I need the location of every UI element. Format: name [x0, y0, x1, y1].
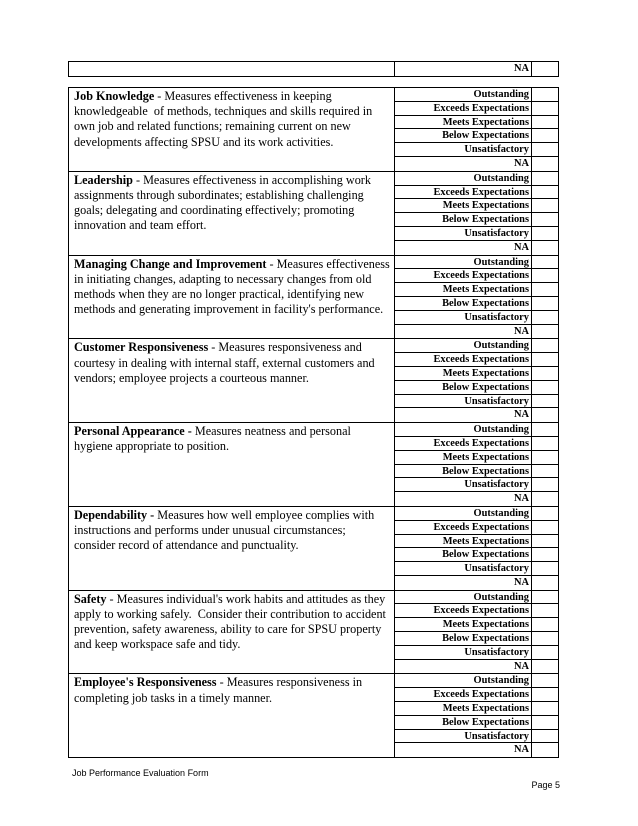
rating-label: Outstanding	[395, 339, 531, 353]
rating-checkbox[interactable]	[532, 702, 558, 716]
rating-checkbox[interactable]	[532, 172, 558, 186]
rating-checkbox[interactable]	[532, 618, 558, 632]
criterion-title: Safety	[74, 591, 107, 606]
rating-label: NA	[513, 576, 529, 588]
rating-label: Unsatisfactory	[395, 395, 531, 409]
criterion-description	[69, 171, 395, 255]
rating-checkboxes	[532, 88, 559, 172]
rating-label: Below Expectations	[395, 716, 531, 730]
criterion-title: Customer Responsiveness	[74, 340, 209, 355]
rating-label: Unsatisfactory	[395, 227, 531, 241]
rating-checkbox[interactable]	[532, 325, 558, 339]
rating-label: NA	[513, 241, 529, 253]
criterion-row	[69, 506, 559, 590]
criterion-title: Personal Appearance -	[74, 424, 192, 439]
rating-checkbox[interactable]	[532, 395, 558, 409]
rating-checkbox[interactable]	[532, 311, 558, 325]
rating-checkbox[interactable]	[532, 632, 558, 646]
rating-label: Below Expectations	[395, 465, 531, 479]
rating-checkbox[interactable]	[532, 408, 558, 422]
rating-label: Meets Expectations	[395, 535, 531, 549]
criterion-separator: -	[154, 89, 165, 103]
rating-label-na: NA	[513, 63, 529, 74]
rating-label: Exceeds Expectations	[395, 437, 531, 451]
footer-page-number: Page 5	[531, 780, 560, 790]
rating-label: Meets Expectations	[395, 283, 531, 297]
rating-label: Meets Expectations	[395, 451, 531, 465]
rating-checkbox[interactable]	[532, 521, 558, 535]
criterion-text: Measures effectiveness in accomplishing work assignments through subordinates; establishing challenging goals; delegating and coordinating effectively; promoting innovation and team effort.	[74, 172, 378, 233]
rating-checkbox[interactable]	[532, 743, 558, 757]
rating-checkbox[interactable]	[532, 423, 558, 437]
rating-label: Below Expectations	[395, 381, 531, 395]
criterion-text: Measures how well employee complies with instructions and performs under unusual circumstances; consider record of attendance and punctuality.	[74, 507, 378, 553]
rating-label: NA	[513, 409, 529, 421]
rating-checkbox[interactable]	[532, 213, 558, 227]
rating-label: Below Expectations	[395, 548, 531, 562]
rating-labels	[395, 88, 532, 172]
criterion-description	[69, 255, 395, 339]
rating-checkbox[interactable]	[532, 562, 558, 576]
rating-checkbox[interactable]	[532, 227, 558, 241]
rating-checkbox[interactable]	[532, 339, 558, 353]
rating-label: Exceeds Expectations	[395, 269, 531, 283]
criterion-text: Measures responsiveness and courtesy in dealing with internal staff, external customers and vendors; employee projects a courteous manner.	[74, 340, 378, 385]
criterion-separator: -	[216, 675, 227, 690]
criterion-separator: -	[106, 591, 117, 606]
rating-label: Unsatisfactory	[395, 478, 531, 492]
rating-checkbox[interactable]	[532, 591, 558, 605]
rating-checkbox[interactable]	[532, 674, 558, 688]
criterion-separator: -	[266, 256, 277, 271]
rating-label: Outstanding	[395, 674, 531, 688]
rating-label: NA	[513, 660, 529, 672]
rating-label: Exceeds Expectations	[395, 102, 531, 116]
rating-checkbox[interactable]	[532, 102, 558, 116]
rating-label: Outstanding	[395, 591, 531, 605]
rating-checkboxes	[532, 171, 559, 255]
criterion-text: Measures effectiveness in initiating changes, adapting to necessary changes from old methods when they are no longer practical, identifying new methods and generating improvement in facility's performance.	[74, 256, 393, 317]
rating-label: Meets Expectations	[395, 116, 531, 130]
criterion-title: Job Knowledge	[74, 89, 155, 103]
rating-label: Exceeds Expectations	[395, 688, 531, 702]
rating-labels	[395, 255, 532, 339]
criterion-row	[69, 590, 559, 674]
rating-checkbox[interactable]	[532, 451, 558, 465]
criterion-separator: -	[132, 172, 144, 187]
criterion-description	[69, 506, 395, 590]
rating-checkbox[interactable]	[532, 465, 558, 479]
rating-checkbox[interactable]	[532, 241, 558, 255]
rating-label: Unsatisfactory	[395, 730, 531, 744]
criterion-description	[69, 590, 395, 674]
rating-label: Unsatisfactory	[395, 311, 531, 325]
rating-checkbox[interactable]	[532, 716, 558, 730]
rating-label: Outstanding	[395, 256, 531, 270]
rating-checkbox[interactable]	[532, 116, 558, 130]
criterion-text: Measures neatness and personal hygiene appropriate to position.	[74, 424, 354, 454]
criterion-description	[69, 339, 395, 423]
rating-checkbox[interactable]	[532, 157, 558, 171]
rating-checkbox[interactable]	[532, 367, 558, 381]
footer-form-name: Job Performance Evaluation Form	[72, 768, 209, 778]
rating-checkbox[interactable]	[532, 199, 558, 213]
rating-checkbox[interactable]	[532, 256, 558, 270]
rating-checkbox[interactable]	[532, 129, 558, 143]
top-checkbox[interactable]	[532, 62, 559, 77]
rating-label: Outstanding	[395, 507, 531, 521]
top-rating-cell	[395, 62, 532, 77]
criterion-title: Dependability -	[74, 507, 155, 522]
rating-label: Below Expectations	[395, 213, 531, 227]
rating-checkbox[interactable]	[532, 548, 558, 562]
rating-checkbox[interactable]	[532, 730, 558, 744]
criterion-description	[69, 423, 395, 507]
rating-label: Below Expectations	[395, 129, 531, 143]
criterion-text: Measures individual's work habits and attitudes as they apply to working safely. Consider their contribution to accident prevention, safety awareness, ability to care for SPSU property and keep workspace safe and tidy.	[74, 591, 389, 652]
criterion-row	[69, 255, 559, 339]
rating-checkboxes	[532, 423, 559, 507]
rating-checkbox[interactable]	[532, 535, 558, 549]
rating-label: NA	[513, 325, 529, 337]
rating-label: Outstanding	[395, 423, 531, 437]
rating-label: Meets Expectations	[395, 618, 531, 632]
criterion-description	[69, 674, 395, 758]
rating-checkbox[interactable]	[532, 88, 558, 102]
rating-checkbox[interactable]	[532, 646, 558, 660]
rating-label: NA	[513, 493, 529, 505]
rating-label: Exceeds Expectations	[395, 353, 531, 367]
rating-label: Unsatisfactory	[395, 646, 531, 660]
criterion-text: Measures responsiveness in completing job tasks in a timely manner.	[74, 675, 366, 705]
rating-labels	[395, 590, 532, 674]
rating-label: Meets Expectations	[395, 702, 531, 716]
rating-checkbox[interactable]	[532, 297, 558, 311]
rating-label: Exceeds Expectations	[395, 521, 531, 535]
rating-checkboxes	[532, 506, 559, 590]
rating-checkbox[interactable]	[532, 478, 558, 492]
rating-label: NA	[513, 157, 529, 169]
rating-labels	[395, 506, 532, 590]
criterion-title: Leadership	[74, 172, 133, 187]
criterion-row	[69, 339, 559, 423]
criterion-row	[69, 423, 559, 507]
rating-label: NA	[513, 744, 529, 756]
criterion-row	[69, 88, 559, 172]
rating-checkbox[interactable]	[532, 660, 558, 674]
criterion-row	[69, 171, 559, 255]
rating-label: Below Expectations	[395, 297, 531, 311]
rating-labels	[395, 423, 532, 507]
criterion-description	[69, 88, 395, 172]
rating-checkbox[interactable]	[532, 186, 558, 200]
rating-checkbox[interactable]	[532, 688, 558, 702]
rating-checkboxes	[532, 590, 559, 674]
rating-labels	[395, 171, 532, 255]
rating-labels	[395, 339, 532, 423]
rating-checkbox[interactable]	[532, 381, 558, 395]
criterion-text: Measures effectiveness in keeping knowledgeable of methods, techniques and skills required in own job and related functions; remaining current on new developments affecting SPSU and its work activities.	[74, 89, 376, 149]
rating-checkbox[interactable]	[532, 269, 558, 283]
evaluation-table	[68, 87, 559, 758]
rating-checkboxes	[532, 339, 559, 423]
rating-label: Exceeds Expectations	[395, 186, 531, 200]
criterion-title: Managing Change and Improvement	[74, 256, 267, 271]
rating-label: Below Expectations	[395, 632, 531, 646]
rating-labels	[395, 674, 532, 758]
rating-label: Unsatisfactory	[395, 562, 531, 576]
rating-checkbox[interactable]	[532, 353, 558, 367]
rating-checkbox[interactable]	[532, 283, 558, 297]
rating-checkbox[interactable]	[532, 507, 558, 521]
rating-checkbox[interactable]	[532, 143, 558, 157]
top-rating-row	[68, 61, 559, 77]
rating-checkbox[interactable]	[532, 576, 558, 590]
rating-checkboxes	[532, 674, 559, 758]
rating-label: Unsatisfactory	[395, 143, 531, 157]
criterion-title: Employee's Responsiveness	[74, 675, 217, 690]
rating-label: Exceeds Expectations	[395, 604, 531, 618]
top-blank-cell	[69, 62, 395, 77]
rating-checkbox[interactable]	[532, 492, 558, 506]
rating-label: Meets Expectations	[395, 367, 531, 381]
rating-label: Meets Expectations	[395, 199, 531, 213]
rating-checkboxes	[532, 255, 559, 339]
rating-checkbox[interactable]	[532, 437, 558, 451]
rating-label: Outstanding	[395, 172, 531, 186]
rating-label: Outstanding	[395, 88, 531, 102]
criterion-separator: -	[208, 340, 219, 355]
rating-checkbox[interactable]	[532, 604, 558, 618]
criterion-row	[69, 674, 559, 758]
